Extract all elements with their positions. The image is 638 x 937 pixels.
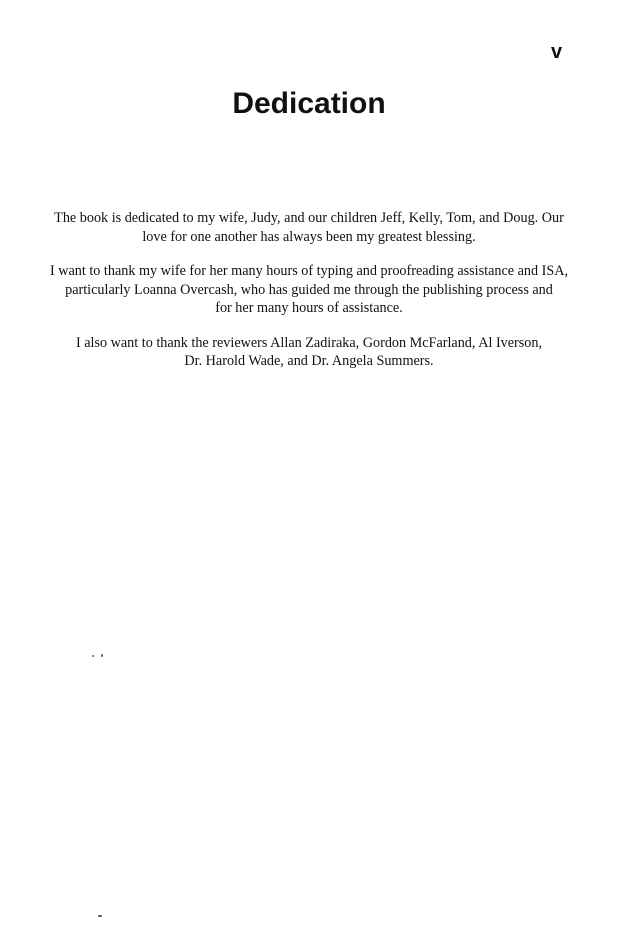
page-title: Dedication — [232, 87, 386, 120]
scan-speck — [98, 915, 102, 917]
text-line: I want to thank my wife for her many hours of typing and proofreading assistance and ISA, — [49, 263, 569, 279]
dedication-body — [40, 209, 578, 387]
text-line: love for one another has always been my greatest blessing. — [142, 228, 476, 245]
text-line: particularly Loanna Overcash, who has guided me through the publishing process and — [65, 281, 553, 298]
page-number: v — [551, 41, 563, 63]
text-line: Dr. Harold Wade, and Dr. Angela Summers. — [184, 353, 434, 369]
reviewers-paragraph — [40, 334, 578, 371]
text-line: The book is dedicated to my wife, Judy, and our children Jeff, Kelly, Tom, and Doug. Our — [54, 210, 564, 226]
scan-speck — [92, 655, 94, 657]
dedication-paragraph — [40, 209, 578, 246]
text-line: I also want to thank the reviewers Allan Zadiraka, Gordon McFarland, Al Iverson, — [75, 334, 543, 351]
scan-speck — [101, 654, 103, 657]
text-line: for her many hours of assistance. — [215, 300, 403, 316]
acknowledgement-paragraph — [40, 262, 578, 318]
